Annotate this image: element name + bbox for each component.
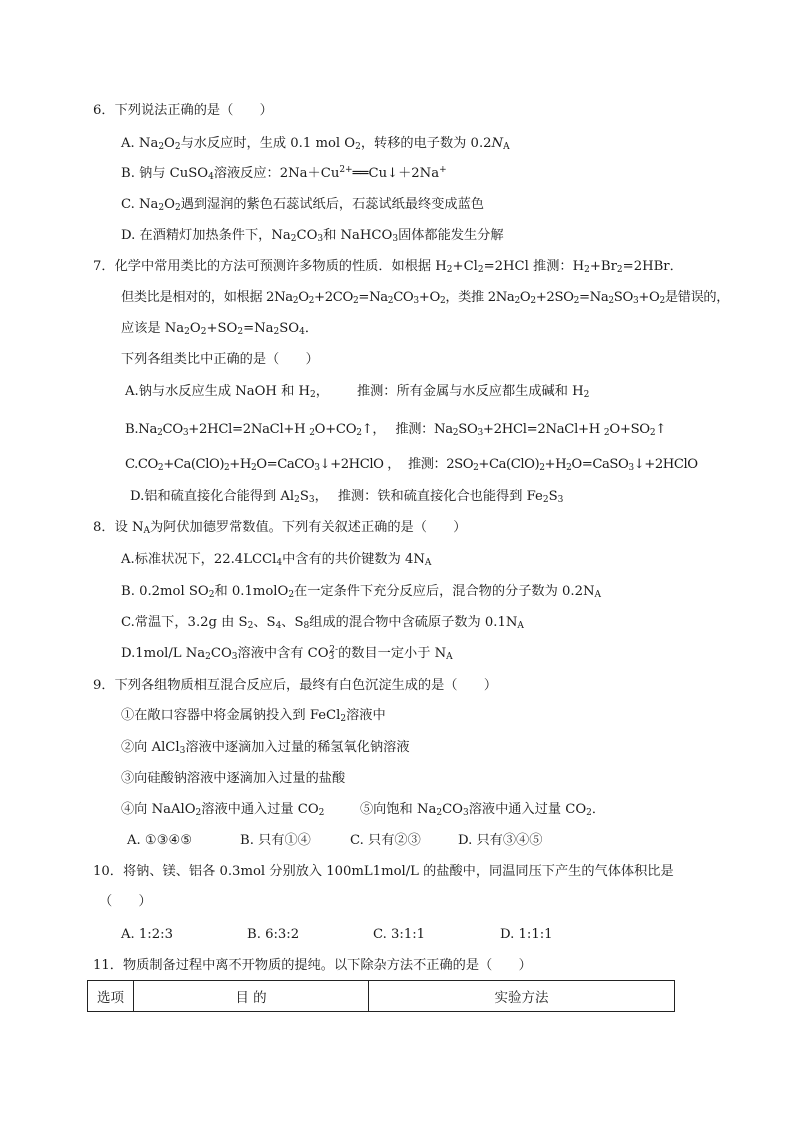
q6-option-c: C. $Na_2O_2$遇到湿润的紫色石蕊试纸后，石蕊试纸最终变成蓝色 — [121, 197, 484, 213]
q9-option-d: D. 只有③④⑤ — [458, 833, 543, 848]
q9-item-1: ①在敞口容器中将金属钠投入到 FeCl$_2$溶液中 — [121, 708, 386, 724]
q9-item-5: ⑤向饱和 $Na_2CO_3$溶液中通入过量 $CO_2$． — [360, 802, 606, 818]
q6-option-a: A. $Na_2O_2$与水反应时，生成 0.1 mol $O_2$，转移的电子数为 $0.2N_A$ — [121, 136, 510, 152]
q7-option-a: A.钠与水反应生成 NaOH 和 $H_2$， 推测：所有金属与水反应都生成碱和 $H_2$ — [125, 384, 590, 400]
q7-line-2: 但类比是相对的，如根据 $2Na_2O_2+2CO_2=Na_2CO_3+O_2$，类推 $2Na_2O_2+2SO_2=Na_2SO_3+O_2$是错误的， — [121, 290, 730, 306]
q9-item-2: ②向 AlCl$_3$溶液中逐滴加入过量的稀氢氧化钠溶液 — [121, 740, 410, 756]
q6-option-d: D. 在酒精灯加热条件下，$Na_2CO_3$和 NaHCO$_3$固体都能发生分解 — [121, 228, 504, 244]
q7-option-c: $C.CO_2+Ca(ClO)_2+H_2O=CaCO_3↓+2HClO$ ， 推测：$2SO_2+Ca(ClO)_2+H_2O=CaSO_3↓+2HClO$ — [125, 457, 698, 473]
q7-line-4: 下列各组类比中正确的是（ ） — [121, 352, 319, 367]
q11-table — [87, 980, 675, 1012]
q8-option-c: C.常温下，3.2g 由 $S_2$、$S_4$、$S_8$组成的混合物中含硫原子数为 $0.1N_A$ — [121, 615, 524, 631]
q7-option-b: $B.Na_2CO_3+2HCl=2NaCl+H$ $_2O+CO_2↑$， 推测：$Na_2SO_3+2HCl=2NaCl+H$ $_2O+SO_2↑$ — [125, 422, 667, 438]
q7-line-3: 应该是 $Na_2O_2+SO_2=Na_2SO_4$． — [121, 321, 319, 337]
q10-option-c: C. 3:1:1 — [373, 927, 426, 942]
q11-stem: 11．物质制备过程中离不开物质的提纯。以下除杂方法不正确的是（ ） — [93, 958, 532, 973]
q8-option-b: B. 0.2mol $SO_2$和 0.1molO$_2$在一定条件下充分反应后，混合物的分子数为 $0.2N_A$ — [121, 584, 601, 600]
q9-option-b: B. 只有①④ — [240, 833, 311, 848]
q11-table-header-row — [88, 981, 675, 1012]
q11-header-purpose: 目 的 — [134, 981, 369, 1012]
q8-option-d: D.1mol/L $Na_2CO_3$溶液中含有 $CO_3^{2-}$的数目一定小于 $N_A$ — [121, 645, 453, 662]
q8-option-a: A.标准状况下，22.4LCCl$_4$中含有的共价键数为 $4N_A$ — [121, 552, 432, 568]
q6-option-b: B. 钠与 CuSO$_4$溶液反应：$2Na+Cu^{2+}══Cu↓+2Na^+$ — [121, 165, 447, 182]
q6-stem: 6．下列说法正确的是（ ） — [93, 103, 273, 118]
q11-header-method: 实验方法 — [369, 981, 675, 1012]
q9-stem: 9．下列各组物质相互混合反应后，最终有白色沉淀生成的是（ ） — [93, 678, 498, 693]
q10-option-d: D. 1:1:1 — [500, 927, 553, 942]
q7-option-d: D.铝和硫直接化合能得到 $Al_2S_3$， 推测：铁和硫直接化合也能得到 $Fe_2S_3$ — [130, 489, 564, 505]
q7-line-1: 7．化学中常用类比的方法可预测许多物质的性质．如根据 $H_2+Cl_2=2HCl$ 推测：$H_2+Br_2=2HBr$． — [93, 259, 683, 275]
q11-header-option: 选项 — [88, 981, 134, 1012]
q10-option-a: A. 1:2:3 — [121, 927, 173, 942]
q8-stem: 8．设 $N_A$为阿伏加德罗常数值。下列有关叙述正确的是（ ） — [93, 520, 467, 536]
q9-item-4: ④向 NaAlO$_2$溶液中通入过量 $CO_2$ — [121, 802, 325, 818]
q9-option-c: C. 只有②③ — [350, 833, 421, 848]
q9-item-3: ③向硅酸钠溶液中逐滴加入过量的盐酸 — [121, 771, 346, 786]
q10-answer-paren: （ ） — [99, 894, 152, 909]
q10-stem: 10．将钠、镁、铝各 0.3mol 分别放入 100mL1mol/L 的盐酸中，同温同压下产生的气体体积比是 — [93, 864, 674, 879]
q10-option-b: B. 6:3:2 — [247, 927, 300, 942]
q9-option-a: A. ①③④⑤ — [127, 833, 193, 848]
